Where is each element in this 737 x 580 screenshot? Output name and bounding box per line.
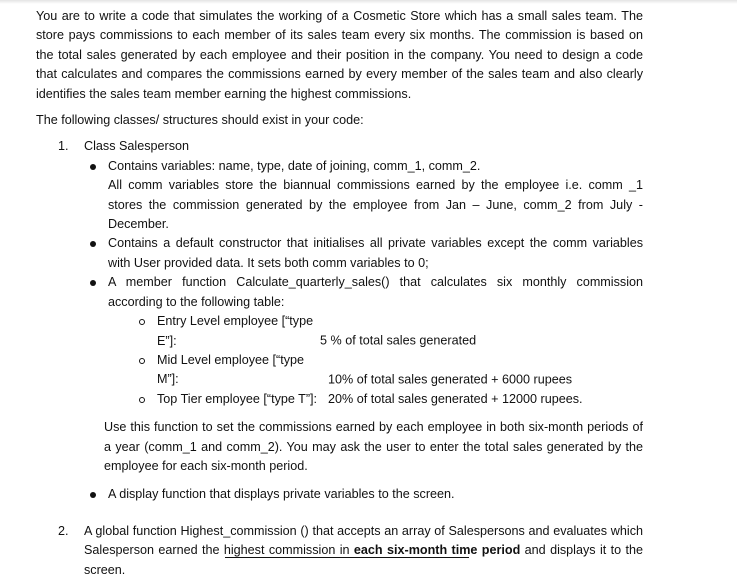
comm-note-text: All comm variables store the biannual commissions earned by the employee i.e. comm _1 stores the commission generated by the employee from Jan – June, comm_2 from July - December. (108, 178, 643, 232)
bullet-icon (90, 492, 96, 498)
item-2-number: 2. (58, 523, 69, 538)
table-label: Mid Level employee [“type M”]: (157, 352, 304, 387)
table-value: 10% of total sales generated + 6000 rupees (328, 372, 573, 387)
item-2 (36, 522, 643, 580)
hollow-bullet-icon (139, 319, 145, 325)
hollow-bullet-icon (139, 397, 145, 403)
bullet-constructor (36, 234, 643, 273)
table-label: Top Tier employee [“type T”]: (157, 391, 318, 406)
item-2-text-bold: each six-month time period (353, 543, 521, 558)
bullet-display (36, 485, 643, 504)
top-shadow (0, 0, 737, 4)
bullet-member-function (36, 273, 643, 312)
table-row-mid (36, 351, 643, 390)
bullet-icon (90, 241, 96, 247)
bullet-variables-text: Contains variables: name, type, date of joining, comm_1, comm_2. (108, 158, 481, 173)
bullet-variables (36, 157, 643, 176)
bullet-constructor-text: Contains a default constructor that initialises all private variables except the comm variables with User provided data. It sets both comm variables to 0; (108, 236, 643, 270)
table-value: 5 % of total sales generated (320, 333, 477, 348)
bullet-icon (90, 164, 96, 170)
table-label: Entry Level employee [“type E”]: (157, 314, 314, 348)
intro-paragraph: You are to write a code that simulates the working of a Cosmetic Store which has a small sales team. The store pays commissions to each member of its sales team every six months. The commission is based on the total sales generated by each employee and their position in the company. You need to design a code that calculates and compares the commissions earned by every member of the sales team and also clearly identifies the sales team member earning the highest commissions. (36, 9, 643, 101)
comm-note (36, 176, 643, 234)
table-row-entry (36, 312, 643, 351)
cropped-underline (225, 557, 469, 558)
bullet-display-text: A display function that displays private variables to the screen. (108, 487, 455, 502)
item-1-heading (36, 137, 643, 156)
classes-intro: The following classes/ structures should exist in your code: (36, 113, 364, 128)
document-body (36, 7, 643, 580)
bullet-icon (90, 280, 96, 286)
table-row-top (36, 390, 643, 409)
item-2-text-after: and displays it to the screen. (84, 543, 644, 577)
item-1-title: Class Salesperson (84, 139, 189, 154)
hollow-bullet-icon (139, 358, 145, 364)
item-1-number: 1. (58, 139, 69, 154)
table-value: 20% of total sales generated + 12000 rupees. (328, 391, 583, 406)
item-2-text-before: A global function Highest_commission () that accepts an array of Salespersons and evaluates which Salesperson earned the highest commission in (84, 523, 643, 558)
bullet-member-function-text: A member function Calculate_quarterly_sales() that calculates six monthly commission according to the following table: (108, 275, 643, 309)
use-note: Use this function to set the commissions earned by each employee in both six-month periods of a year (comm_1 and comm_2). You may ask the user to enter the total sales generated by the employee for each six-month period. (104, 420, 643, 473)
